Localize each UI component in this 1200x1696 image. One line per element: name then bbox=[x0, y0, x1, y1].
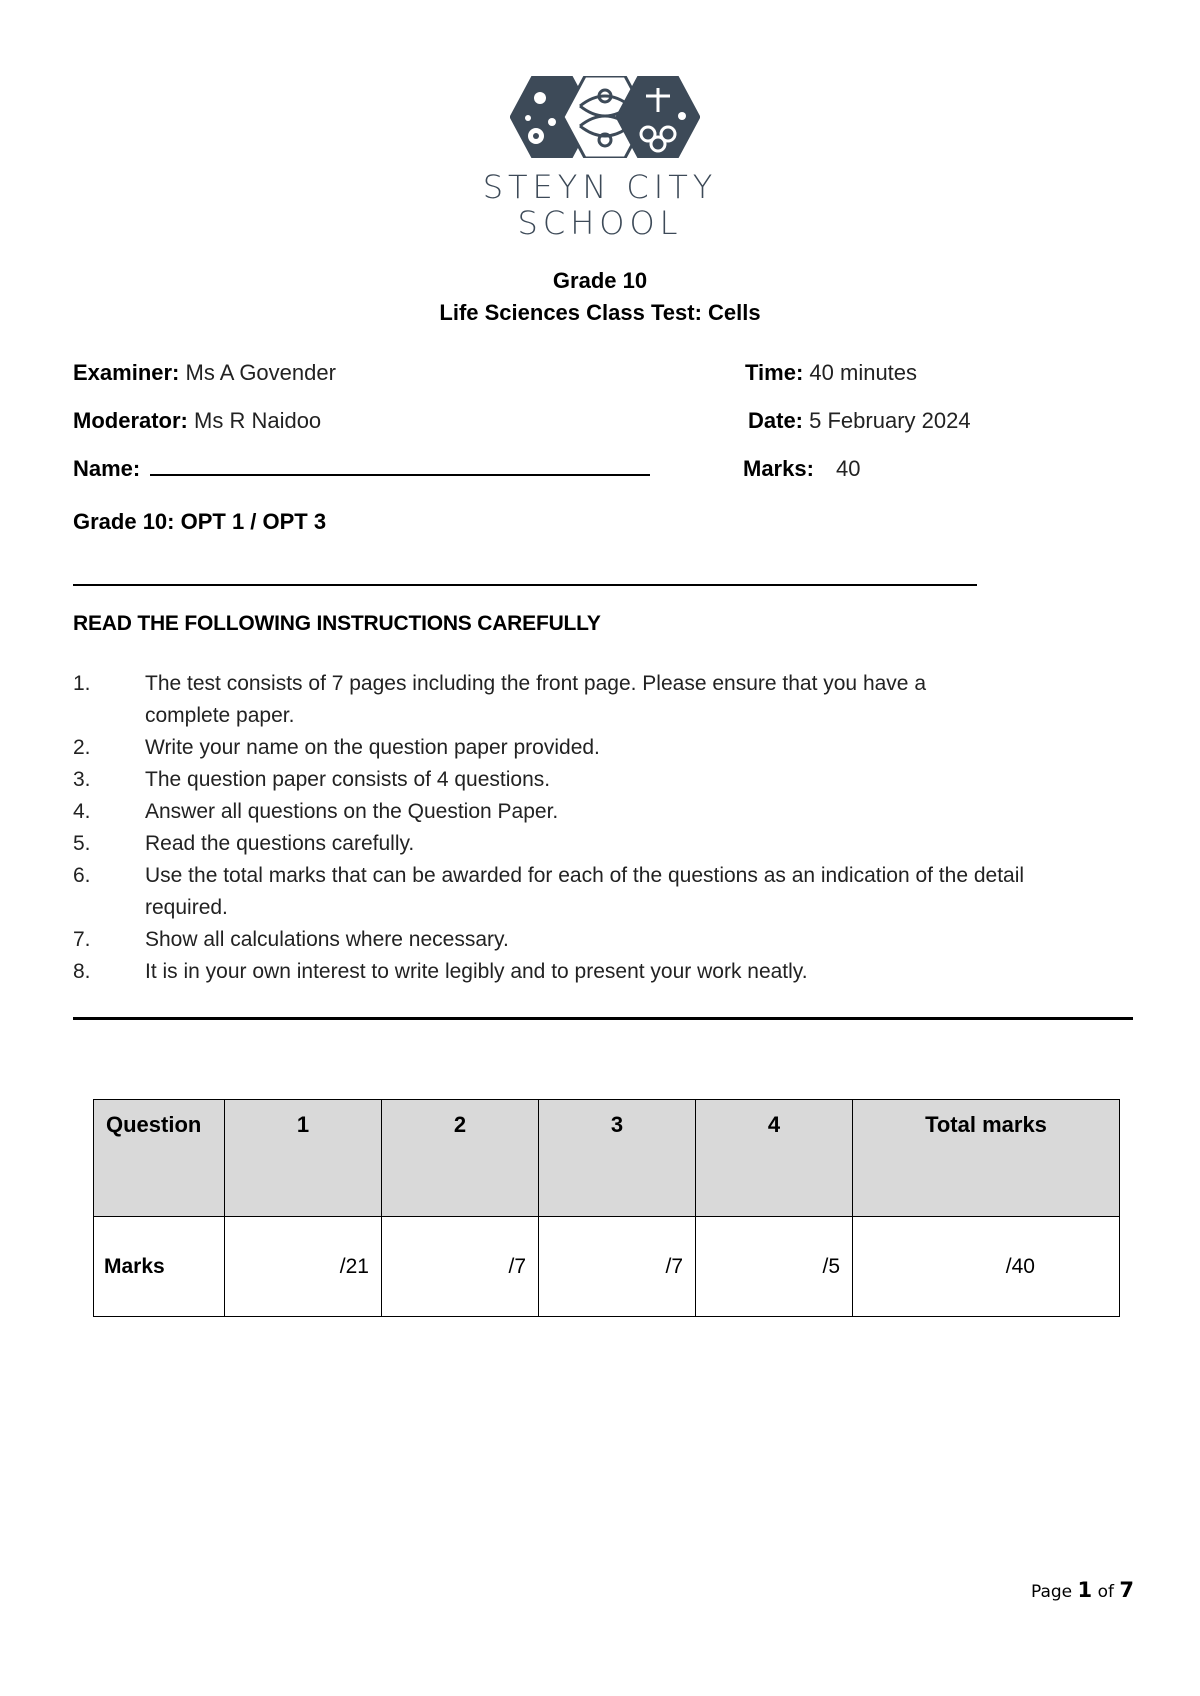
header-cell-q3: 3 bbox=[539, 1100, 696, 1217]
page-number bbox=[1031, 1578, 1134, 1602]
separator-rule bbox=[73, 584, 977, 586]
instruction-item: 7. Show all calculations where necessary. bbox=[73, 928, 509, 951]
name-blank-line[interactable] bbox=[150, 456, 650, 476]
moderator-value: Ms R Naidoo bbox=[194, 408, 322, 433]
instruction-item: 8. It is in your own interest to write legibly and to present your work neatly. bbox=[73, 960, 808, 983]
instruction-item: 5. Read the questions carefully. bbox=[73, 832, 415, 855]
instructions-title: READ THE FOLLOWING INSTRUCTIONS CAREFULLY bbox=[73, 612, 601, 635]
marks-cell-q1[interactable]: /21 bbox=[225, 1217, 382, 1317]
instruction-item: 1. The test consists of 7 pages including the front page. Please ensure that you have a complete paper. bbox=[73, 672, 926, 727]
examiner-field bbox=[73, 360, 336, 386]
examiner-value: Ms A Govender bbox=[185, 360, 336, 385]
marks-value: 40 bbox=[836, 456, 861, 481]
instructions-list bbox=[73, 668, 1133, 988]
marks-label: Marks: bbox=[743, 456, 814, 481]
header-cell-q2: 2 bbox=[382, 1100, 539, 1217]
marks-cell-total[interactable]: /40 bbox=[853, 1217, 1120, 1317]
name-label: Name: bbox=[73, 456, 141, 481]
instruction-item: 2. Write your name on the question paper provided. bbox=[73, 736, 600, 759]
time-field bbox=[745, 360, 917, 386]
date-value: 5 February 2024 bbox=[809, 408, 971, 433]
page-current: 1 bbox=[1077, 1578, 1093, 1602]
examiner-label: Examiner: bbox=[73, 360, 180, 385]
date-field bbox=[748, 408, 971, 434]
page-word: Page bbox=[1030, 1582, 1073, 1602]
header-cell-total: Total marks bbox=[853, 1100, 1120, 1217]
logo-wordmark-line2: SCHOOL bbox=[517, 204, 683, 242]
time-value: 40 minutes bbox=[809, 360, 918, 385]
marks-cell-q2[interactable]: /7 bbox=[382, 1217, 539, 1317]
logo-wordmark-line1: STEYN CITY bbox=[482, 168, 718, 206]
moderator-field bbox=[73, 408, 321, 434]
of-word: of bbox=[1097, 1582, 1114, 1602]
marks-cell-q4[interactable]: /5 bbox=[696, 1217, 853, 1317]
class-line bbox=[73, 509, 326, 535]
school-logo-emblem bbox=[510, 76, 700, 158]
section-rule bbox=[73, 1017, 1133, 1020]
class-line-text: Grade 10: OPT 1 / OPT 3 bbox=[73, 509, 327, 534]
marks-table bbox=[93, 1099, 1120, 1317]
row-label-marks: Marks bbox=[94, 1217, 225, 1317]
time-label: Time: bbox=[745, 360, 804, 385]
instruction-item: 6. Use the total marks that can be awarded for each of the questions as an indication of the detail required. bbox=[73, 864, 1025, 919]
date-label: Date: bbox=[748, 408, 804, 433]
marks-table-header-row bbox=[94, 1100, 1120, 1217]
marks-cell-q3[interactable]: /7 bbox=[539, 1217, 696, 1317]
marks-field bbox=[743, 456, 861, 482]
name-field bbox=[73, 456, 650, 482]
page-total: 7 bbox=[1119, 1578, 1134, 1602]
marks-table-row bbox=[94, 1217, 1120, 1317]
moderator-label: Moderator: bbox=[73, 408, 188, 433]
header-cell-question: Question bbox=[94, 1100, 225, 1217]
header-cell-q4: 4 bbox=[696, 1100, 853, 1217]
instruction-item: 3. The question paper consists of 4 questions. bbox=[73, 768, 551, 791]
grade-heading: Grade 10 bbox=[552, 268, 648, 293]
test-title: Life Sciences Class Test: Cells bbox=[439, 300, 761, 325]
header-cell-q1: 1 bbox=[225, 1100, 382, 1217]
instruction-item: 4. Answer all questions on the Question Paper. bbox=[73, 800, 559, 823]
